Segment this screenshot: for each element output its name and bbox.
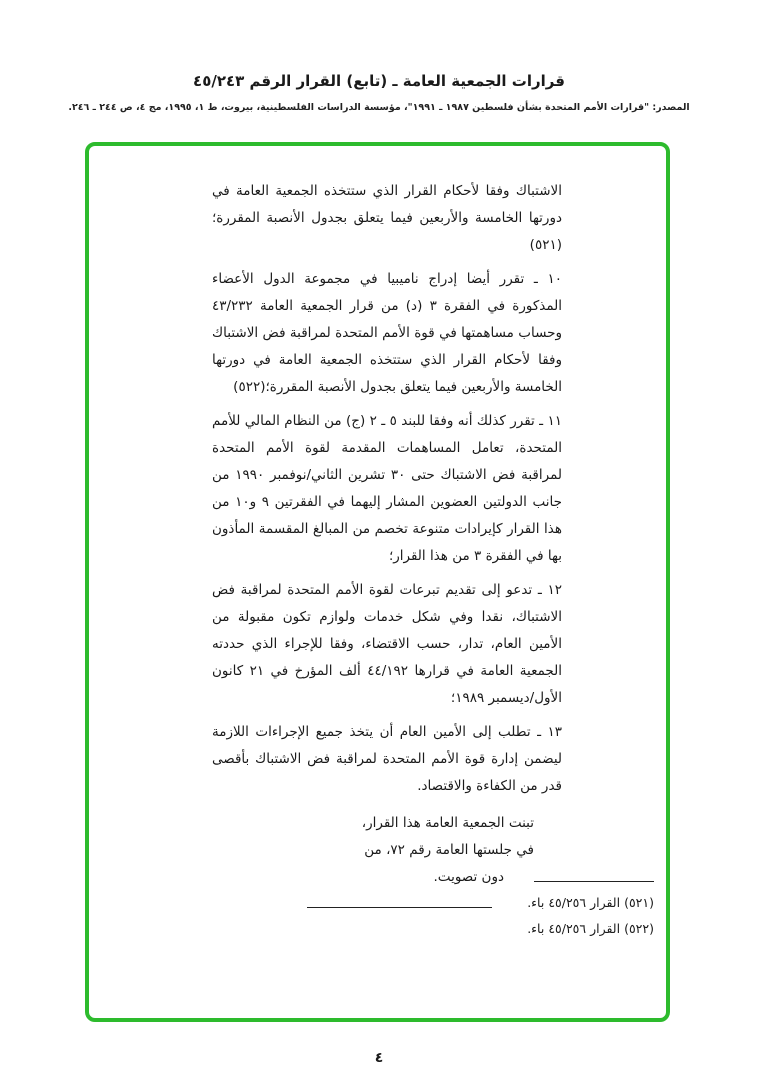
content-frame (85, 142, 670, 1022)
adoption-note-line: دون تصويت. (433, 869, 504, 885)
footnote-522: (٥٢٢) القرار ٤٥/٢٥٦ باء. (527, 921, 654, 936)
resolution-paragraph-12: ١٢ ـ تدعو إلى تقديم تبرعات لقوة الأمم المتحدة لمراقبة فض الاشتباك، نقدا وفي شكل خدمات ولوازم تكون مقبولة من الأمين العام، تدار، حسب الاقتضاء، وفقا للإجراء الذي حددته الجمعية العامة في قرارها ٤٤/١٩٢ ألف المؤرخ في ٢١ كانون الأول/ديسمبر ١٩٨٩؛ (212, 582, 562, 706)
footnote-521: (٥٢١) القرار ٤٥/٢٥٦ باء. (527, 895, 654, 910)
footnotes-block (394, 881, 654, 942)
footnote-divider (534, 881, 654, 882)
page-number: ٤ (374, 1050, 384, 1066)
adoption-note (212, 810, 562, 891)
adoption-note-line: في جلستها العامة رقم ٧٢، من (364, 842, 534, 858)
resolution-paragraph-continuation: الاشتباك وفقا لأحكام القرار الذي ستتخذه الجمعية العامة في دورتها الخامسة والأربعين فيما يتعلق بجدول الأنصبة المقررة؛(٥٢١) (212, 183, 562, 253)
resolution-paragraph-10: ١٠ ـ تقرر أيضا إدراج ناميبيا في مجموعة الدول الأعضاء المذكورة في الفقرة ٣ (د) من قرار الجمعية العامة ٤٣/٢٣٢ وحساب مساهمتها في قوة الأمم المتحدة لمراقبة فض الاشتباك وفقا لأحكام القرار الذي ستتخذه الجمعية العامة في دورتها الخامسة والأربعين فيما يتعلق بجدول الأنصبة المقررة؛(٥٢٢) (212, 271, 563, 395)
source-line: المصدر: "قرارات الأمم المتحدة بشأن فلسطين ١٩٨٧ ـ ١٩٩١"، مؤسسة الدراسات الفلسطينية، بيروت، ط ١، ١٩٩٥، مج ٤، ص ٢٤٤ ـ ٢٤٦. (68, 102, 690, 113)
resolution-paragraph-13: ١٣ ـ تطلب إلى الأمين العام أن يتخذ جميع الإجراءات اللازمة ليضمن إدارة قوة الأمم المتحدة لمراقبة فض الاشتباك بأقصى قدر من الكفاءة والاقتصاد. (212, 724, 562, 794)
resolution-paragraph-11: ١١ ـ تقرر كذلك أنه وفقا للبند ٥ ـ ٢ (ج) من النظام المالي للأمم المتحدة، تعامل المساهمات المقدمة لقوة الأمم المتحدة لمراقبة فض الاشتباك حتى ٣٠ تشرين الثاني/نوفمبر ١٩٩٠ من جانب الدولتين العضوين المشار إليهما في الفقرتين ٩ و١٠ من هذا القرار كإيرادات متنوعة تخصم من المبالغ المقسمة المأذون بها في الفقرة ٣ من هذا القرار؛ (212, 413, 562, 564)
resolution-text-column (212, 178, 562, 908)
page-title: قرارات الجمعية العامة ـ (تابع) القرار الرقم ٤٥/٢٤٣ (193, 72, 565, 90)
adoption-note-line: تبنت الجمعية العامة هذا القرار، (361, 815, 534, 831)
